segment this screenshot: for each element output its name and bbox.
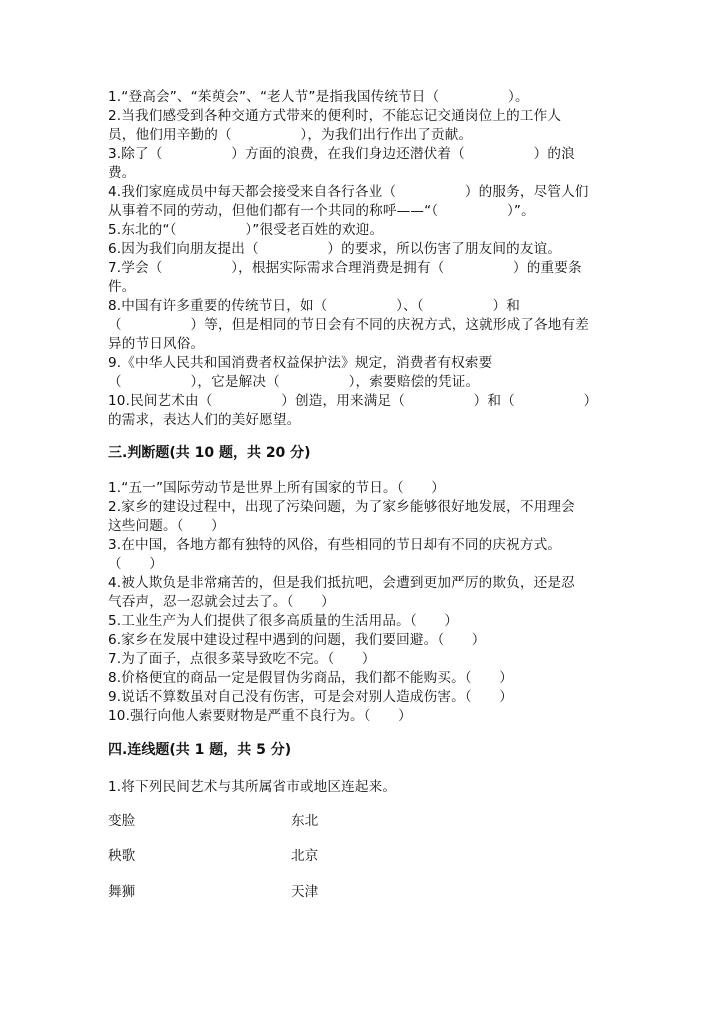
judge-line: 8.价格便宜的商品一定是假冒伪劣商品，我们都不能购买。（ ） bbox=[108, 670, 514, 686]
fill-line: 1.“登高会”、“茱萸会”、“老人节”是指我国传统节日（ ）。 bbox=[108, 89, 529, 105]
judge-line: 6.家乡在发展中建设过程中遇到的问题，我们要回避。（ ） bbox=[108, 632, 486, 648]
match-pair bbox=[108, 846, 508, 866]
judge-line: 这些问题。（ ） bbox=[108, 518, 225, 534]
match-section-heading: 四.连线题(共 1 题，共 5 分) bbox=[108, 742, 292, 758]
match-right-item[interactable]: 天津 bbox=[291, 884, 319, 900]
fill-line: 2.当我们感受到各种交通方式带来的便利时，不能忘记交通岗位上的工作人 bbox=[108, 108, 562, 124]
match-left-item[interactable]: 变脸 bbox=[108, 813, 136, 829]
match-question: 1.将下列民间艺术与其所属省市或地区连起来。 bbox=[108, 779, 397, 795]
judge-line: 2.家乡的建设过程中，出现了污染问题，为了家乡能够很好地发展，不用理会 bbox=[108, 499, 575, 515]
judge-line: 气吞声，忍一忍就会过去了。（ ） bbox=[108, 594, 335, 610]
match-pair bbox=[108, 882, 508, 902]
judge-line: （ ） bbox=[108, 556, 163, 572]
judge-line: 5.工业生产为人们提供了很多高质量的生活用品。（ ） bbox=[108, 613, 459, 629]
judge-section-heading: 三.判断题(共 10 题，共 20 分) bbox=[108, 445, 311, 461]
fill-line: 员，他们用辛勤的（ ），为我们出行作出了贡献。 bbox=[108, 127, 473, 143]
fill-line: 3.除了（ ）方面的浪费，在我们身边还潜伏着（ ）的浪 bbox=[108, 146, 575, 162]
judge-line: 4.被人欺负是非常痛苦的，但是我们抵抗吧，会遭到更加严厉的欺负，还是忍 bbox=[108, 575, 575, 591]
fill-line: 从事着不同的劳动，但他们都有一个共同的称呼——“（ ）”。 bbox=[108, 203, 535, 219]
match-right-item[interactable]: 北京 bbox=[291, 848, 319, 864]
fill-line: 件。 bbox=[108, 279, 136, 295]
judge-line: 10.强行向他人索要财物是严重不良行为。（ ） bbox=[108, 708, 412, 724]
fill-line: 9.《中华人民共和国消费者权益保护法》规定，消费者有权索要 bbox=[108, 355, 493, 371]
fill-line: （ ），它是解决（ ），索要赔偿的凭证。 bbox=[108, 374, 480, 390]
fill-line: 10.民间艺术由（ ）创造，用来满足（ ）和（ ） bbox=[108, 393, 598, 409]
match-pair bbox=[108, 811, 508, 831]
fill-line: 7.学会（ ），根据实际需求合理消费是拥有（ ）的重要条 bbox=[108, 260, 582, 276]
fill-line: 费。 bbox=[108, 165, 136, 181]
fill-line: 8.中国有许多重要的传统节日，如（ ）、（ ）和 bbox=[108, 298, 520, 314]
fill-line: 4.我们家庭成员中每天都会接受来自各行各业（ ）的服务，尽管人们 bbox=[108, 184, 589, 200]
match-left-item[interactable]: 舞狮 bbox=[108, 884, 136, 900]
fill-line: 5.东北的“（ ）”很受老百姓的欢迎。 bbox=[108, 222, 384, 238]
judge-line: 9.说话不算数虽对自己没有伤害，可是会对别人造成伤害。（ ） bbox=[108, 689, 514, 705]
fill-section bbox=[108, 88, 612, 430]
fill-line: 异的节日风俗。 bbox=[108, 336, 205, 352]
judge-line: 1.“五一”国际劳动节是世界上所有国家的节日。（ ） bbox=[108, 480, 445, 496]
judge-section bbox=[108, 479, 612, 726]
match-right-item[interactable]: 东北 bbox=[291, 813, 319, 829]
fill-line: 的需求，表达人们的美好愿望。 bbox=[108, 412, 301, 428]
fill-line: 6.因为我们向朋友提出（ ）的要求，所以伤害了朋友间的友谊。 bbox=[108, 241, 562, 257]
match-left-item[interactable]: 秧歌 bbox=[108, 848, 136, 864]
judge-line: 7.为了面子，点很多菜导致吃不完。（ ） bbox=[108, 651, 376, 667]
fill-line: （ ）等，但是相同的节日会有不同的庆祝方式，这就形成了各地有差 bbox=[108, 317, 590, 333]
judge-line: 3.在中国，各地方都有独特的风俗，有些相同的节日却有不同的庆祝方式。 bbox=[108, 537, 562, 553]
